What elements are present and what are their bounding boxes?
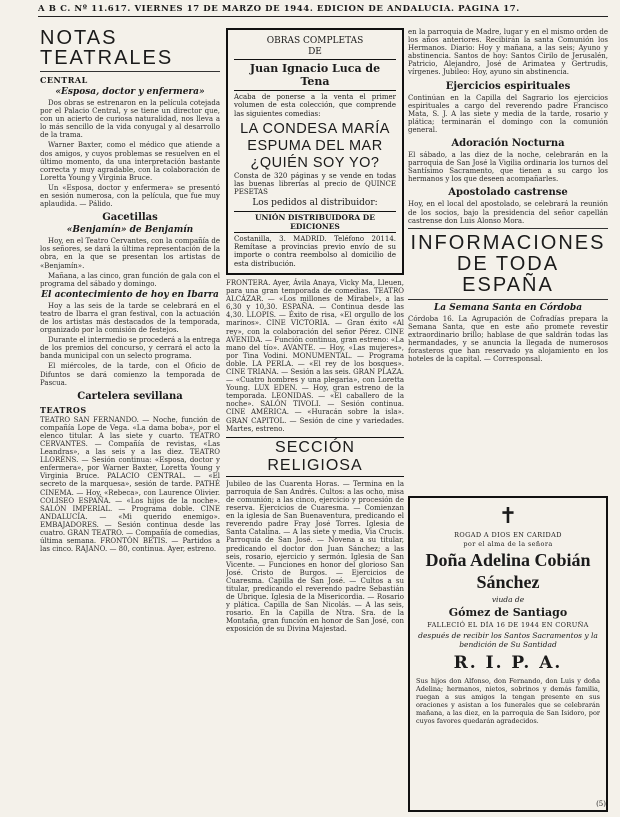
review-paragraph: Warner Baxter, como el médico que atiende a dos amigos, y cuyos problemas se resuelven en el último momento, da una interpretación bastante correcta y muy agradable, con la colaboración de Loretta Young y Virginia Bruce. (40, 141, 220, 182)
review-paragraph: Dos obras se estrenaron en la película cotejada por el Palacio Central, y se tiene un director que, con un acierto de curiosa naturalidad, nos lleva a lo más sencillo de la vida conyugal y al desarrollo de la trama. (40, 99, 220, 140)
obit-viuda: viuda de (491, 595, 525, 604)
page-header: A B C. Nº 11.617. VIERNES 17 DE MARZO DE 1944. EDICIÓN DE ANDALUCÍA. PÁGINA 17. (38, 4, 608, 17)
continued-text: en la parroquia de Madre, lugar y en el mismo orden de los años anteriores. Recibirán la santa Comunión los Hermanos. Diario: Hoy y mañana, a las seis; Ayuno y abstinencia. Santos de hoy: Santos Cirilo de Jerusalén, Patricio, Alejandro, José de Arimatea y Gertrudis, vírgenes. Jubileo: Hoy, ayuno sin abstinencia. (408, 28, 608, 77)
cross-icon: ✝ (498, 504, 518, 529)
cartelera-listings: TEATRO SAN FERNANDO. — Noche, función de compañía Lope de Vega. «La dama boba», por el elenco titular. A las siete y cuarto. TEATRO CERVANTES. — Compañía de revistas, «Las Leandras», a las seis y a las diez. TEATRO LLORÉNS. — Sesión continua: «Esposa, doctor y enfermera», por Warner Baxter, Loretta Young y Virginia Bruce. PALACIO CENTRAL. — «El secreto de la marquesa», sesión de tarde. PATHÉ CINEMA. — Hoy, «Rebeca», con Laurence Olivier. COLISEO ESPAÑA. — «Los hijos de la noche». SALÓN IMPERIAL. — Programa doble. CINE ANDALUCÍA. — «Mi querido enemigo». EMBAJADORES. — Sesión continua desde las cuatro. GRAN TEATRO. — Compañía de comedias, última semana. FRONTÓN BETIS. — Partidos a las cinco. RAJANO. — 80, continua. Ayer, estreno. (40, 415, 220, 554)
ejercicios-heading: Ejercicios espirituales (445, 80, 571, 92)
ad-line-de: DE (308, 47, 322, 57)
seccion-religiosa-heading: SECCIÓN RELIGIOSA (226, 437, 404, 477)
gacetilla-subtitle: «Benjamín» de Benjamín (66, 225, 194, 236)
ad-publisher: UNIÓN DISTRIBUIDORA DE EDICIONES (234, 211, 396, 233)
gacetillas-heading: Gacetillas (102, 212, 158, 224)
event-paragraph: El miércoles, de la tarde, con el Oficio de Difuntos se dará comienzo la temporada de Pascua. (40, 362, 220, 387)
theater-tag-central: CENTRAL (40, 75, 88, 85)
informaciones-heading: INFORMACIONES DE TODA ESPAÑA (410, 231, 606, 296)
ejercicios-text: Continúan en la Capilla del Sagrario los ejercicios espirituales a cargo del reverendo padre Francisco Mata, S. J. A las siete y media de la tarde, rosario y plática; terminarán el domingo con la comunión general. (408, 93, 608, 134)
column-2 (226, 28, 404, 814)
obit-sacramentos: después de recibir los Santos Sacramentos y la bendición de Su Santidad (418, 631, 598, 649)
divider (408, 299, 608, 300)
ad-address: Costanilla, 3. MADRID. Teléfono 20114. Remítase a provincias previo envío de su importe o contra reembolso al domicilio de esta distribución. (234, 234, 396, 268)
obit-ripa: R. I. P. A. (453, 653, 563, 673)
event-paragraph: Durante el intermedio se procederá a la entrega de los premios del concurso, y cerrará el acto la banda municipal con un selecto programa. (40, 336, 220, 361)
apostolado-text: Hoy, en el local del apostolado, se celebrará la reunión de los socios, bajo la presidencia del señor capellán castrense don Luis Alonso Mora. (408, 200, 608, 225)
semana-santa-text: Córdoba 16. La Agrupación de Cofradías prepara la Semana Santa, que en este año promete revestir extraordinario brillo; hablase de que saldrán todas las hermandades, y se anuncia la llegada de numerosos forasteros que han reservado ya alojamiento en los hoteles de la capital. — Corresponsal. (408, 314, 608, 364)
review-paragraph: Un «Esposa, doctor y enfermera» se presentó en sesión numerosa, con la película, que fue muy aplaudida. — Pálido. (40, 183, 220, 209)
event-subtitle: El acontecimiento de hoy en Ibarra (41, 289, 219, 300)
ad-author: Juan Ignacio Luca de Tena (234, 59, 396, 91)
obit-text: Sus hijos don Alfonso, don Fernando, don Luis y doña Adelina; hermanos, nietos, sobrinos y demás familia, ruegan a sus amigos la tengan presente en sus oraciones y asistan a los funerales que se celebrarán mañana, a las diez, en la parroquia de San Isidoro, por cuyos favores quedarán agradecidos. (416, 677, 600, 725)
divider (408, 228, 608, 229)
ad-orders: Los pedidos al distribuidor: (252, 197, 378, 208)
divider (40, 71, 220, 72)
gacetilla-paragraph: Mañana, a las cinco, gran función de gala con el programa del sábado y domingo. (40, 271, 220, 288)
adoracion-heading: Adoración Nocturna (451, 138, 565, 150)
event-paragraph: Hoy a las seis de la tarde se celebrará en el teatro de Ibarra el gran festival, con la actuación de los artistas más destacados de la temporada, organizado por la comisión de festejos. (40, 301, 220, 335)
obit-por-el-alma: por el alma de la señora (463, 540, 553, 548)
obit-rogad: ROGAD A DIOS EN CARIDAD (454, 531, 562, 539)
obit-name: Doña Adelina Cobián Sánchez (425, 550, 591, 592)
ad-titles: LA CONDESA MARÍA ESPUMA DEL MAR ¿QUIÉN SOY YO? (240, 120, 390, 171)
obit-husband: Gómez de Santiago (448, 606, 568, 619)
section-title-notas-teatrales: NOTAS TEATRALES (40, 28, 174, 69)
obit-number: (5) (596, 800, 606, 808)
gacetilla-paragraph: Hoy, en el Teatro Cervantes, con la compañía de los señores, se dará la última representación de la obra, en la que se presentan los artistas de «Benjamín». (40, 237, 220, 270)
ad-details: Consta de 320 páginas y se vende en todas las buenas librerías al precio de QUINCE PESETAS (234, 171, 396, 197)
book-advertisement (226, 28, 404, 275)
column-1 (40, 28, 220, 814)
play-title: «Esposa, doctor y enfermera» (55, 87, 205, 97)
cartelera-heading: Cartelera sevillana (77, 390, 183, 402)
religious-notices: Jubileo de las Cuarenta Horas. — Termina en la parroquia de San Andrés. Cultos: a las ocho, misa de comunión; a las cinco, ejercicio y procesión de reserva. Ejercicios de Cuaresma. — Comienzan en la iglesia de San Buenaventura, predicando el reverendo padre Fray José Torres. Iglesia de Santa Catalina. — A las siete y media, Via Crucis. Parroquia de San José. — Novena a su titular, predicando el doctor don Juan Sánchez; a las seis, rosario, ejercicio y sermón. Iglesia de San Vicente. — Funciones en honor del glorioso San José. Cristo de Burgos. — Ejercicios de Cuaresma. Capilla de San José. — Cultos a su titular, predicando el reverendo padre Sebastián de Ubrique. Iglesia de la Misericordia. — Rosario y plática. Capilla de San Nicolás. — A las seis, rosario. En la Capilla de Ntra. Sra. de la Montaña, gran función en honor de San José, con exposición de su Divina Majestad. (226, 479, 404, 634)
obit-fallecio: FALLECIÓ EL DÍA 16 DE 1944 EN CORUÑA (427, 621, 589, 629)
cinema-listings: FRONTERA. Ayer, Ávila Anaya, Vicky Ma, Lleuen, para una gran temporada de comedias. TEATRO ALCÁZAR. — «Los millones de Mirabel», a las 6,30 y 10,30. ESPAÑA. — Continua desde las 4,30. LLOPIS. — Éxito de risa, «El orgullo de los marinos». CINE VICTORIA. — Gran éxito «Al rey», con la colaboración del señor Pérez. CINE AVENIDA. — Función continua, gran estreno: «La mano del tío». AVANTE. — Hoy, «Las mujeres», por Tina Vodini. MONUMENTAL. — Programa doble. LA PERLA. — «El rey de los bosques». CINE TRIANA. — Sesión a las seis. GRAN PLAZA. — «Cuatro hombres y una plegaria», con Loretta Young. LUX EDEN. — Hoy, gran estreno de la temporada. LEONIDAS. — «El caballero de la noche». SALÓN TIVOLI. — Sesión continua. CINE AMÉRICA. — «Huracán sobre la isla». GRAN CAPITOL. — Sesión de cine y variedades. Martes, estreno. (226, 278, 404, 433)
ad-line-obras: OBRAS COMPLETAS (266, 36, 364, 46)
column-3 (408, 28, 608, 814)
ad-intro: Acaba de ponerse a la venta el primer volumen de esta colección, que comprende las siguientes comedias: (234, 93, 396, 118)
semana-santa-heading: La Semana Santa en Córdoba (433, 302, 583, 313)
apostolado-heading: Apostolado castrense (448, 187, 568, 199)
obituary-notice (408, 496, 608, 812)
teatros-tag: TEATROS (40, 404, 87, 415)
adoracion-text: El sábado, a las diez de la noche, celebrarán en la parroquia de San José la Vigilia ordinaria los turnos del Santísimo Sacramento, que tienen a su cargo los hermanos y los que deseen acompañarles. (408, 151, 608, 184)
